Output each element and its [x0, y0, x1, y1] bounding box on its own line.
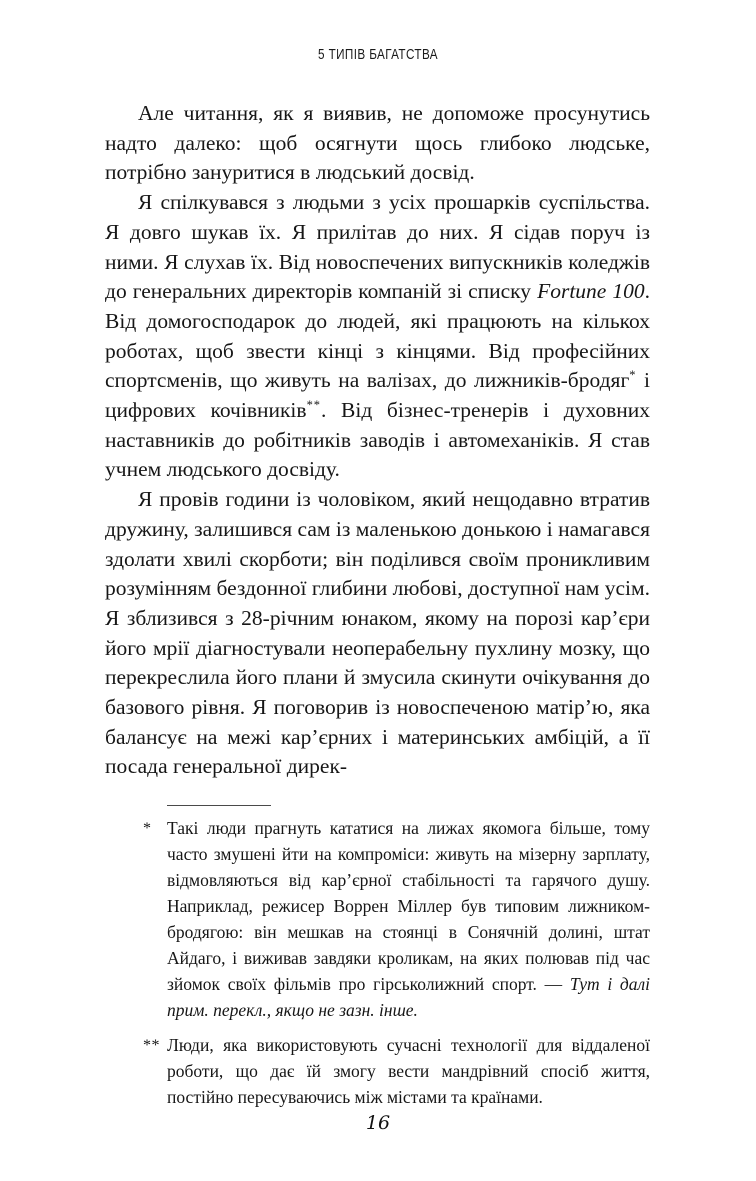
paragraph: [105, 99, 650, 188]
footnote: [143, 1032, 650, 1110]
italic-text-run: Тут і далі прим. перекл., якщо не зазн. інше.: [167, 974, 650, 1020]
text-run: . Від бізнес-тренерів і духовних наставників до робітників заводів і автомеханіків. Я став учнем людського досвіду.: [105, 398, 651, 482]
footnotes-list: [143, 815, 650, 1110]
footnote-text: [167, 1032, 650, 1110]
footnote-separator-rule: [167, 805, 271, 806]
footnote-marker: **: [143, 1037, 160, 1054]
paragraph: [105, 485, 650, 782]
page-number: 16: [365, 1112, 391, 1134]
paragraph: [105, 188, 650, 485]
footnote-text: [167, 815, 650, 1023]
body-text: [105, 99, 650, 782]
running-head: 5 ТИПІВ БАГАТСТВА: [318, 46, 438, 63]
footnotes-section: [143, 805, 650, 1119]
text-run: Я спілкувався з людьми з усіх прошарків суспільства. Я довго шукав їх. Я прилітав до них. Я сідав поруч із ними. Я слухав їх. Від новоспечених випускників коледжів до генеральних директорів компаній зі списку: [105, 190, 650, 304]
text-run: Але читання, як я виявив, не допоможе просунутись надто далеко: щоб осягнути щось глибоко людське, потрібно зануритися в людський досвід.: [105, 101, 650, 185]
footnote-reference-marker: *: [629, 368, 637, 383]
footnote-reference-marker: **: [306, 397, 322, 412]
text-run: . Від домогосподарок до людей, які працюють на кількох роботах, щоб звести кінці з кінцями. Від професійних спортсменів, що живуть на валізах, до лижників-бродяг: [105, 279, 650, 393]
italic-text-run: Fortune 100: [537, 279, 645, 304]
text-run: і цифрових кочівників: [105, 368, 650, 423]
text-run: Люди, яка використовують сучасні технології для віддаленої роботи, що дає їй змогу вести мандрівний спосіб життя, постійно пересуваючись між містами та країнами.: [167, 1035, 650, 1107]
footnote-marker: *: [143, 820, 152, 837]
text-run: Такі люди прагнуть кататися на лижах якомога більше, тому часто змушені йти на компроміси: живуть на мізерну зарплату, відмовляються від кар’єрної стабільності та гарячого душу. Наприклад, режисер Воррен Міллер був типовим лижником-бродягою: він мешкав на стоянці в Сонячній долині, штат Айдаго, і виживав завдяки кроликам, на яких полював під час зйомок своїх фільмів про гірськолижний спорт. —: [167, 818, 650, 994]
footnote: [143, 815, 650, 1023]
text-run: Я провів години із чоловіком, який нещодавно втратив дружину, залишився сам із маленькою донькою і намагався здолати хвилі скорботи; він поділився своїм проникливим розумінням бездонної глибини любові, доступної нам усім. Я зблизився з 28-річним юнаком, якому на порозі кар’єри його мрії діагностували неоперабельну пухлину мозку, що перекреслила його плани й змусила скинути очікування до базового рівня. Я поговорив із новоспеченою матір’ю, яка балансує на межі кар’єрних і материнських амбіцій, а її посада генеральної дирек-: [105, 487, 650, 779]
